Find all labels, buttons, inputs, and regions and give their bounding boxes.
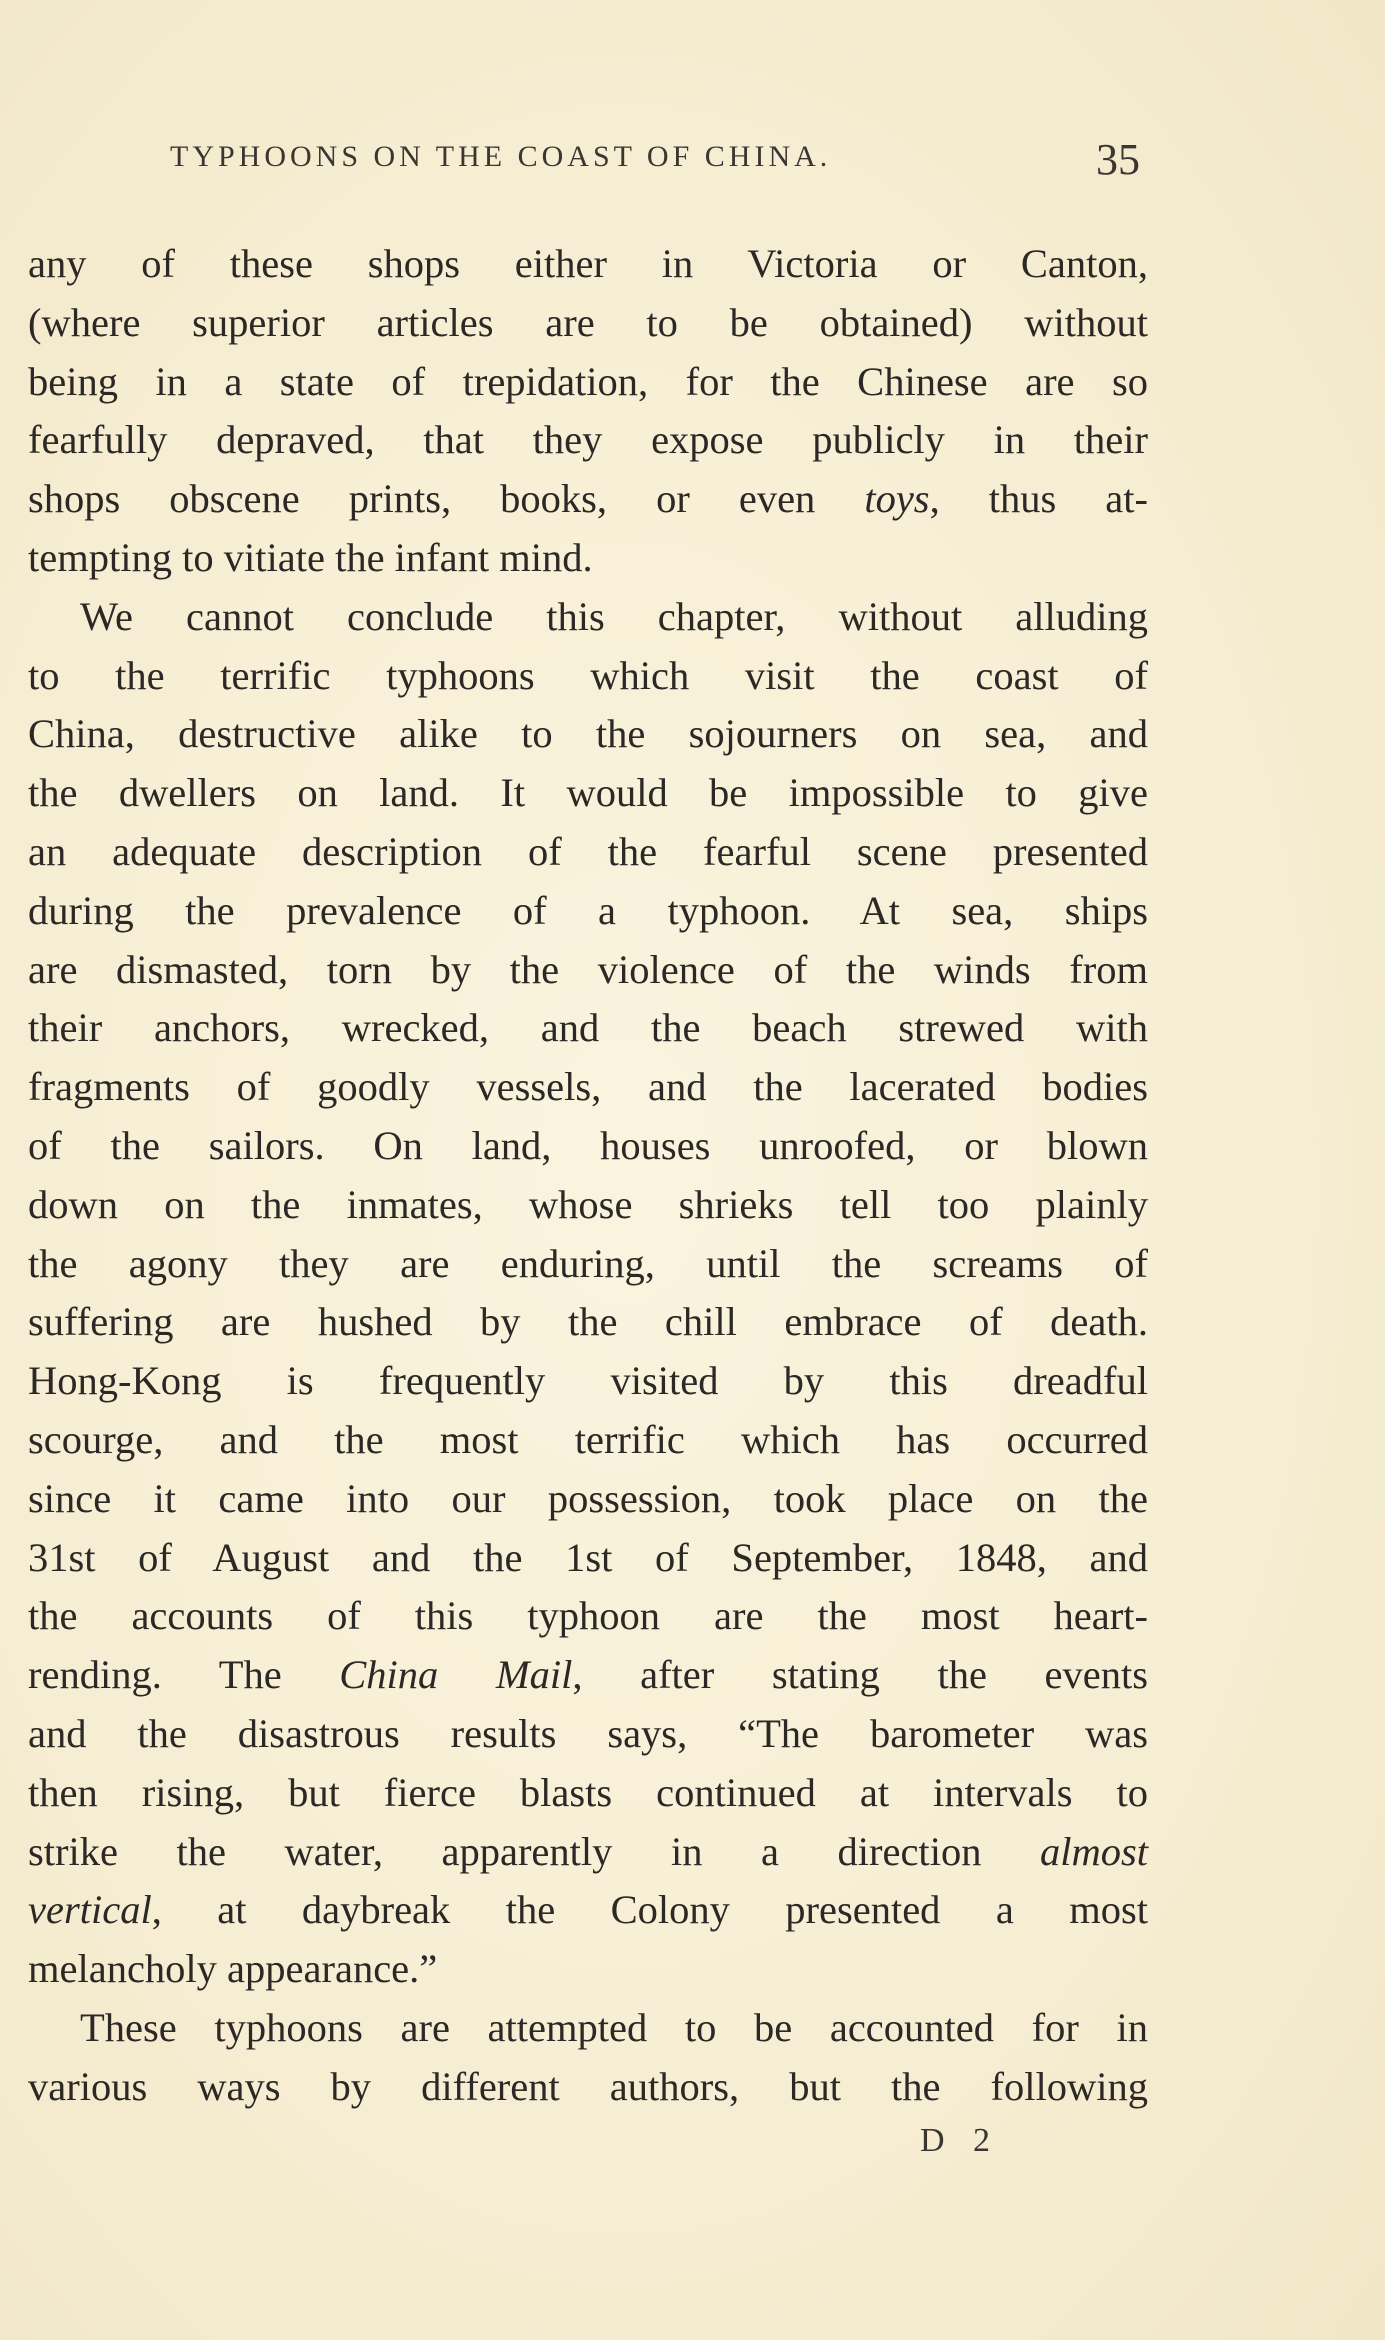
text-line: fearfully depraved, that they expose publicly in their [28, 417, 1148, 463]
text-line: an adequate description of the fearful scene presented [28, 828, 1148, 874]
italic-text: China Mail [339, 1652, 573, 1698]
text-line: suffering are hushed by the chill embrace of death. [28, 1299, 1148, 1345]
text-line: various ways by different authors, but the following [28, 2063, 1148, 2109]
text-line: their anchors, wrecked, and the beach strewed with [28, 1005, 1148, 1051]
text-line: of the sailors. On land, houses unroofed, or blown [28, 1122, 1148, 1168]
text-line: since it came into our possession, took place on the [28, 1475, 1148, 1521]
text-line: then rising, but fierce blasts continued at intervals to [28, 1769, 1148, 1815]
text-line: strike the water, apparently in a direction almost [28, 1828, 1148, 1874]
body-text [28, 235, 1148, 2117]
italic-text: vertical [28, 1887, 152, 1933]
text-line: down on the inmates, whose shrieks tell too plainly [28, 1181, 1148, 1227]
italic-text: toys [864, 476, 930, 522]
running-title: TYPHOONS ON THE COAST OF CHINA. [170, 140, 832, 173]
text-line: (where superior articles are to be obtained) without [28, 299, 1148, 345]
text-line: Hong-Kong is frequently visited by this dreadful [28, 1358, 1148, 1404]
text-line: the dwellers on land. It would be impossible to give [28, 770, 1148, 816]
text-line: fragments of goodly vessels, and the lacerated bodies [28, 1064, 1148, 1110]
text-line: to the terrific typhoons which visit the coast of [28, 652, 1148, 698]
text-line: shops obscene prints, books, or even toys, thus at- [28, 476, 1148, 522]
text-line: any of these shops either in Victoria or Canton, [28, 241, 1148, 286]
text-line: These typhoons are attempted to be accounted for in [80, 2004, 1148, 2050]
text-line: rending. The China Mail, after stating the events [28, 1652, 1148, 1698]
text-line: during the prevalence of a typhoon. At sea, ships [28, 887, 1148, 933]
text-line: We cannot conclude this chapter, without alluding [80, 593, 1148, 639]
page-number: 35 [1096, 135, 1140, 184]
text-line: melancholy appearance.” [28, 1946, 438, 1992]
text-line: the accounts of this typhoon are the most heart- [28, 1593, 1148, 1639]
text-line: are dismasted, torn by the violence of the winds from [28, 946, 1148, 992]
text-line: being in a state of trepidation, for the Chinese are so [28, 358, 1148, 404]
text-line: the agony they are enduring, until the screams of [28, 1240, 1148, 1286]
signature-mark: D 2 [920, 2122, 1001, 2159]
italic-text: almost [1039, 1828, 1148, 1874]
text-line: tempting to vitiate the infant mind. [28, 534, 593, 580]
text-line: scourge, and the most terrific which has occurred [28, 1416, 1148, 1462]
running-head [170, 135, 1180, 190]
text-line: vertical, at daybreak the Colony presented a most [28, 1887, 1148, 1933]
text-line: 31st of August and the 1st of September, 1848, and [28, 1534, 1148, 1580]
text-line: and the disastrous results says, “The barometer was [28, 1710, 1148, 1756]
text-line: China, destructive alike to the sojourners on sea, and [28, 711, 1148, 757]
